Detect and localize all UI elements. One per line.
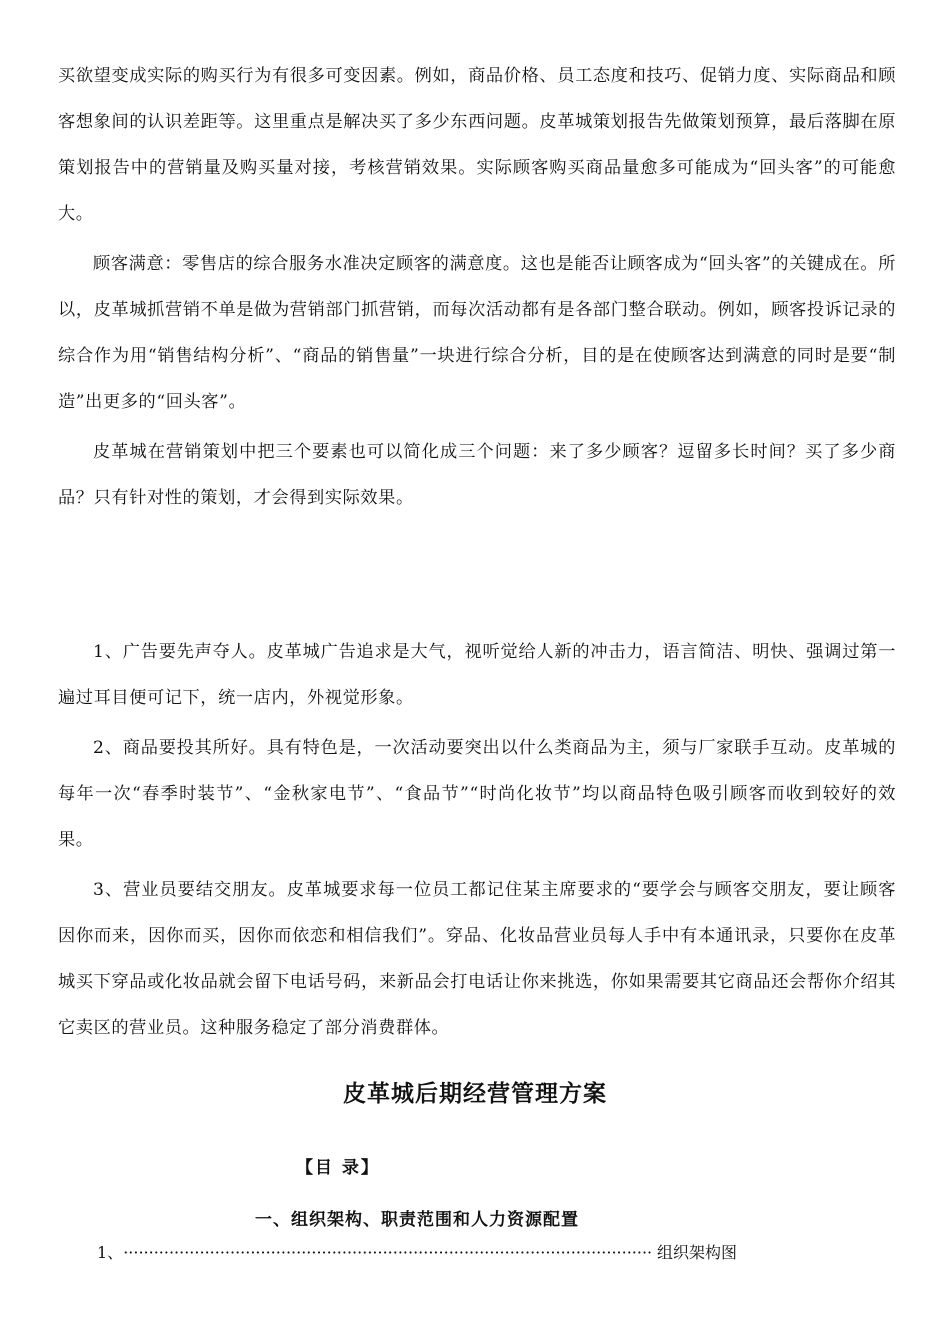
paragraph-point-products: 2、商品要投其所好。具有特色是，一次活动要突出以什么类商品为主，须与厂家联手互动。皮革城的每年一次“春季时装节”、“金秋家电节”、“食品节”“时尚化妆节”均以商品特色吸引顾客而收到较好的效果。 — [58, 738, 896, 850]
toc-entry-label: 组织架构图 — [656, 1243, 737, 1262]
toc-entry-number: 1、 — [97, 1243, 124, 1262]
toc-label: 【目 录】 — [296, 1158, 380, 1178]
paragraph-purchase-factors: 买欲望变成实际的购买行为有很多可变因素。例如，商品价格、员工态度和技巧、促销力度、实际商品和顾客想象间的认识差距等。这里重点是解决买了多少东西问题。皮革城策划报告先做策划预算，最后落脚在原策划报告中的营销量及购买量对接，考核营销效果。实际顾客购买商品量愈多可能成为“回头客”的可能愈大。 — [58, 66, 896, 224]
paragraph-customer-satisfaction: 顾客满意：零售店的综合服务水准决定顾客的满意度。这也是能否让顾客成为“回头客”的关键成在。所以，皮革城抓营销不单是做为营销部门抓营销，而每次活动都有是各部门整合联动。例如，顾客投诉记录的综合作为用“销售结构分析”、“商品的销售量”一块进行综合分析，目的是在使顾客达到满意的同时是要“制造”出更多的“回头客”。 — [58, 254, 896, 412]
paragraph-three-questions: 皮革城在营销策划中把三个要素也可以简化成三个问题：来了多少顾客？逗留多长时间？买了多少商品？只有针对性的策划，才会得到实际效果。 — [58, 442, 896, 508]
document-title: 皮革城后期经营管理方案 — [343, 1081, 607, 1107]
toc-entry[interactable] — [97, 1240, 737, 1263]
paragraph-point-staff: 3、营业员要结交朋友。皮革城要求每一位员工都记住某主席要求的“要学会与顾客交朋友，要让顾客因你而来，因你而买，因你而依恋和相信我们”。穿品、化妆品营业员每人手中有本通讯录，只要你在皮革城买下穿品或化妆品就会留下电话号码，来新品会打电话让你来挑选，你如果需要其它商品还会帮你介绍其它卖区的营业员。这种服务稳定了部分消费群体。 — [58, 880, 896, 1038]
paragraph-point-advertising: 1、广告要先声夺人。皮革城广告追求是大气，视听觉给人新的冲击力，语言简洁、明快、强调过第一遍过耳目便可记下，统一店内，外视觉形象。 — [58, 642, 896, 708]
toc-entry-leader: ········································································································ — [123, 1243, 653, 1262]
toc-section-heading: 一、组织架构、职责范围和人力资源配置 — [255, 1210, 579, 1230]
